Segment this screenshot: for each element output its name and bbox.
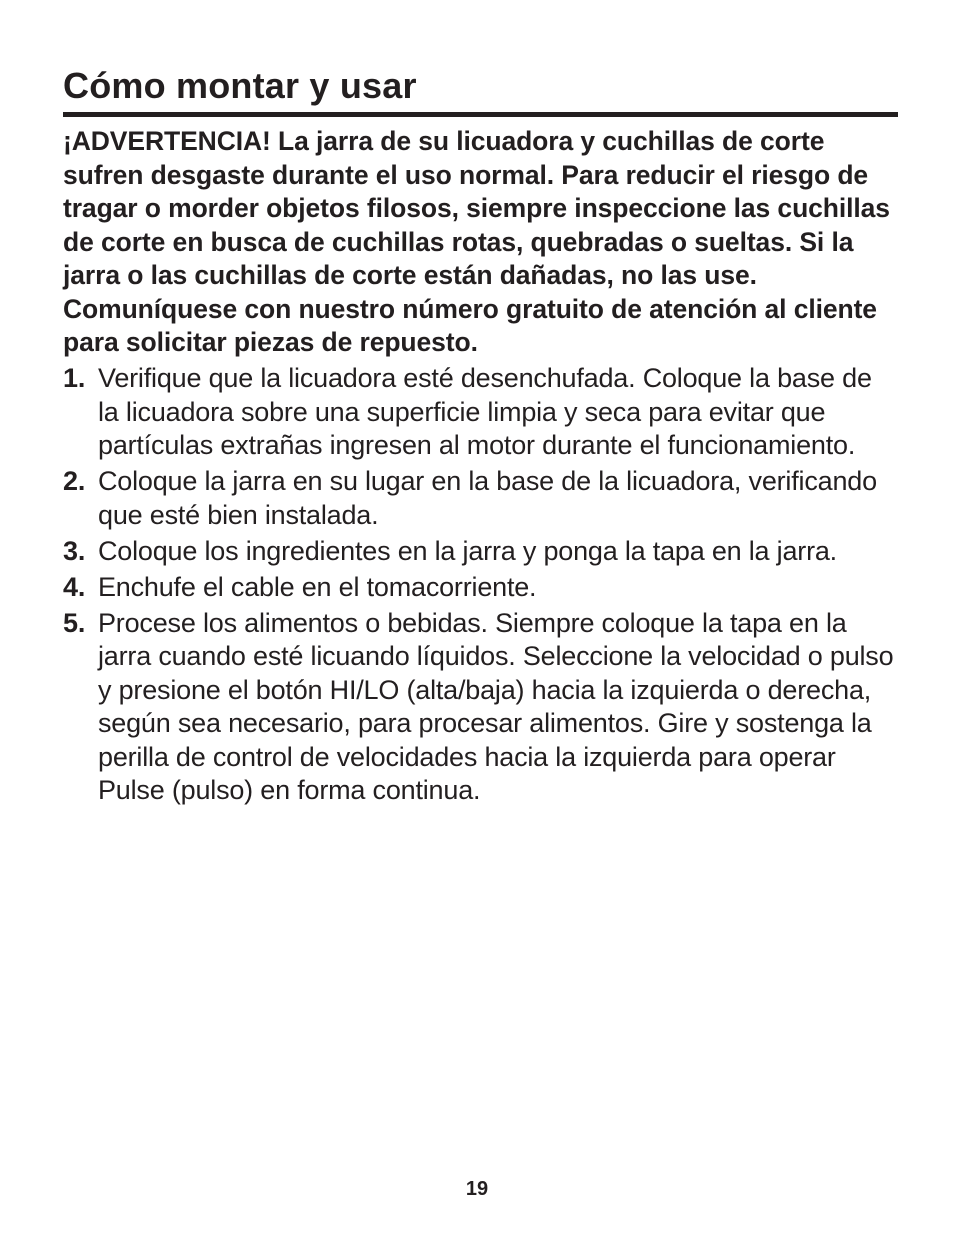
step-item — [63, 362, 897, 463]
step-text: Verifique que la licuadora esté desenchufada. Coloque la base de la licuadora sobre una superficie limpia y seca para evitar que partículas extrañas ingresen al motor durante el funcionamiento. — [98, 363, 872, 460]
warning-text: ¡ADVERTENCIA! La jarra de su licuadora y cuchillas de corte sufren desgaste durante el uso normal. Para reducir el riesgo de tragar o morder objetos filosos, siempre inspeccione las cuchillas de corte en busca de cuchillas rotas, quebradas o sueltas. Si la jarra o las cuchillas de corte están dañadas, no las use. Comuníquese con nuestro número gratuito de atención al cliente para solicitar piezas de repuesto. — [63, 126, 890, 357]
title-rule — [63, 112, 898, 117]
step-number: 4. — [63, 571, 86, 602]
step-text: Procese los alimentos o bebidas. Siempre coloque la tapa en la jarra cuando esté licuando líquidos. Seleccione la velocidad o pulso y presione el botón HI/LO (alta/baja) hacia la izquierda o derecha, según sea necesario, para procesar alimentos. Gire y sostenga la perilla de control de velocidades hacia la izquierda para operar Pulse (pulso) en forma continua. — [98, 607, 894, 805]
step-text: Enchufe el cable en el tomacorriente. — [98, 571, 537, 602]
step-number: 1. — [63, 363, 86, 393]
step-text: Coloque la jarra en su lugar en la base de la licuadora, verificando que esté bien instalada. — [98, 466, 877, 530]
step-number: 3. — [63, 535, 86, 566]
steps-list — [63, 362, 897, 808]
page-number: 19 — [465, 1178, 489, 1200]
step-text: Coloque los ingredientes en la jarra y ponga la tapa en la jarra. — [98, 535, 837, 566]
step-item — [63, 607, 897, 808]
step-item — [63, 535, 897, 569]
document-page — [63, 60, 897, 808]
step-item — [63, 571, 897, 605]
step-number: 2. — [63, 466, 86, 496]
step-number: 5. — [63, 607, 86, 638]
section-title: Cómo montar y usar — [63, 65, 417, 106]
step-item — [63, 465, 897, 532]
